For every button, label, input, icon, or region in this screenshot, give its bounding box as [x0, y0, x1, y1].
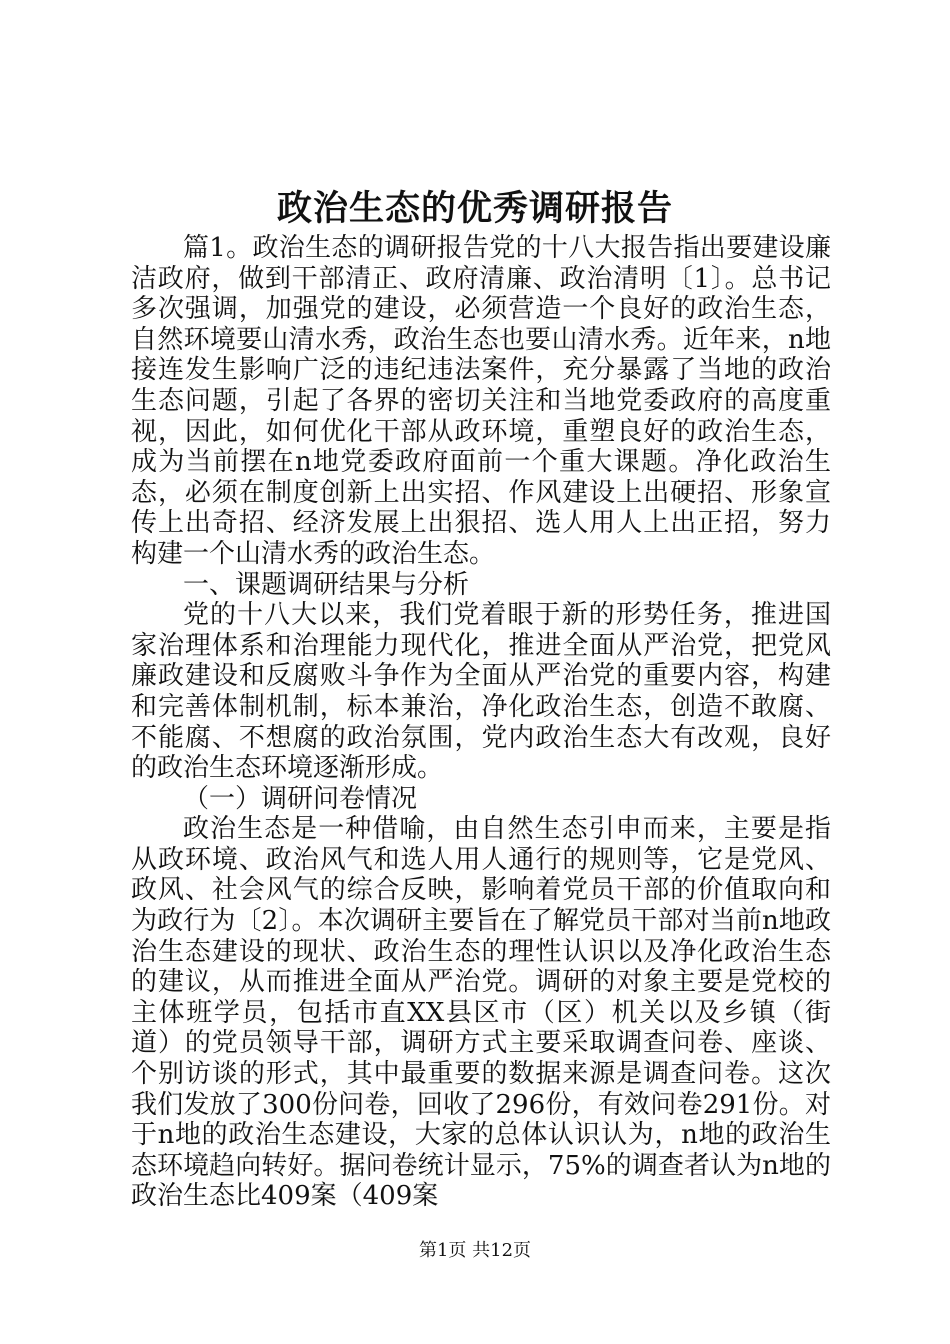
subsection-heading-1: （一）调研问卷情况	[183, 783, 418, 814]
paragraph-intro: 篇1。政治生态的调研报告党的十八大报告指出要建设廉洁政府，做到干部清正、政府清廉、政治清明〔1〕。总书记多次强调，加强党的建设，必须营造一个良好的政治生态，自然环境要山清水秀，政治生态也要山清水秀。近年来，n地接连发生影响广泛的违纪违法案件，充分暴露了当地的政治生态问题，引起了各界的密切关注和当地党委政府的高度重视，因此，如何优化干部从政环境，重塑良好的政治生态，成为当前摆在n地党委政府面前一个重大课题。净化政治生态，必须在制度创新上出实招、作风建设上出硬招、形象宣传上出奇招、经济发展上出狠招、选人用人上出正招，努力构建一个山清水秀的政治生态。	[131, 233, 831, 569]
document-title: 政治生态的优秀调研报告	[276, 188, 673, 229]
paragraph-section-1: 党的十八大以来，我们党着眼于新的形势任务，推进国家治理体系和治理能力现代化，推进全面从严治党，把党风廉政建设和反腐败斗争作为全面从严治党的重要内容，构建和完善体制机制，标本兼治，净化政治生态，创造不敢腐、不能腐、不想腐的政治氛围，党内政治生态大有改观，良好的政治生态环境逐渐形成。	[131, 600, 831, 784]
document-body	[131, 233, 831, 1212]
page-footer: 第1页 共12页	[418, 1240, 532, 1261]
section-heading-1: 一、课题调研结果与分析	[183, 569, 470, 600]
paragraph-survey: 政治生态是一种借喻，由自然生态引申而来，主要是指从政环境、政治风气和选人用人通行的规则等，它是党风、政风、社会风气的综合反映，影响着党员干部的价值取向和为政行为〔2〕。本次调研主要旨在了解党员干部对当前n地政治生态建设的现状、政治生态的理性认识以及净化政治生态的建议，从而推进全面从严治党。调研的对象主要是党校的主体班学员，包括市直XX县区市（区）机关以及乡镇（街道）的党员领导干部，调研方式主要采取调查问卷、座谈、个别访谈的形式，其中最重要的数据来源是调查问卷。这次我们发放了300份问卷，回收了296份，有效问卷291份。对于n地的政治生态建设，大家的总体认识认为，n地的政治生态环境趋向转好。据问卷统计显示，75%的调查者认为n地的政治生态比409案（409案	[131, 814, 831, 1212]
